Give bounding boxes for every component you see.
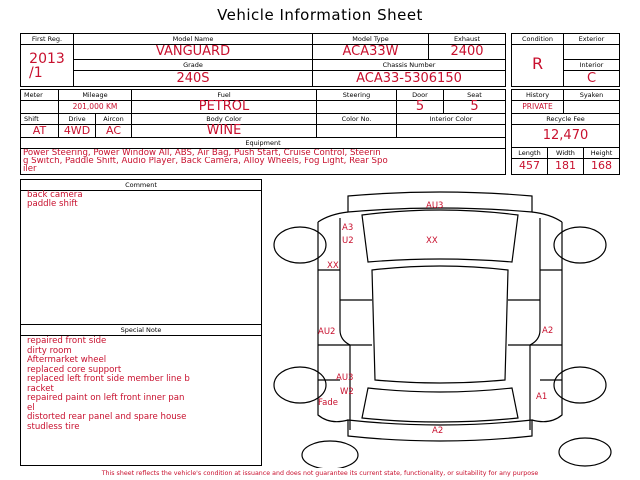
fuel-cell <box>131 89 317 114</box>
door-cell <box>396 89 444 114</box>
height-cell <box>583 147 620 175</box>
mark-au3-front: AU3 <box>426 201 444 211</box>
steering-cell <box>316 89 397 114</box>
recycle-fee-cell <box>511 113 620 148</box>
door-value: 5 <box>415 99 425 114</box>
mark-xx-left: XX <box>327 261 339 271</box>
mileage-label: Mileage <box>59 90 131 101</box>
exhaust-label: Exhaust <box>429 34 505 45</box>
chassis-cell <box>312 59 506 87</box>
model-name-cell <box>73 33 313 60</box>
seat-label: Seat <box>444 90 505 101</box>
interior-value: C <box>586 71 597 86</box>
door-label: Door <box>397 90 443 101</box>
special-note-line: studless tire <box>27 421 80 432</box>
equipment-line-1: Power Steering, Power Window All, ABS, Air Bag, Push Start, Cruise Control, Steerin <box>23 149 381 158</box>
car-damage-diagram <box>264 190 638 468</box>
mileage-value: 201,000 KM <box>72 102 118 111</box>
spare-tire-left <box>302 441 358 468</box>
body-color-value: WINE <box>206 123 242 138</box>
mark-xx-hood: XX <box>426 236 438 246</box>
first-reg-year: 2013 <box>29 51 65 67</box>
grade-label: Grade <box>74 60 312 71</box>
body-color-label: Body Color <box>132 114 316 125</box>
mark-au2: AU2 <box>318 327 336 337</box>
mileage-cell <box>58 89 132 114</box>
mark-a1: A1 <box>536 392 548 402</box>
mark-w2: W2 <box>340 387 354 397</box>
steering-label: Steering <box>317 90 396 101</box>
history-value: PRIVATE <box>522 102 553 111</box>
exterior-label: Exterior <box>564 34 619 45</box>
special-note-line: el <box>27 402 35 413</box>
length-label: Length <box>512 148 547 159</box>
special-note-line: replaced left front side member line b <box>27 374 190 384</box>
chassis-label: Chassis Number <box>313 60 505 71</box>
special-note-line: repaired front side <box>27 336 107 346</box>
shift-label: Shift <box>21 114 58 125</box>
first-reg-label: First Reg. <box>21 34 73 45</box>
shift-cell <box>20 113 59 138</box>
exterior-cell <box>563 33 620 60</box>
condition-cell <box>511 33 564 87</box>
height-label: Height <box>584 148 619 159</box>
length-cell <box>511 147 548 175</box>
interior-cell <box>563 59 620 87</box>
syaken-label: Syaken <box>564 90 619 101</box>
comment-line-1: back camera <box>27 190 83 200</box>
drive-cell <box>58 113 96 138</box>
condition-value: R <box>531 54 544 73</box>
special-note-line: replaced core support <box>27 364 122 375</box>
mark-fade: Fade <box>318 398 338 408</box>
seat-cell <box>443 89 506 114</box>
grade-cell <box>73 59 313 87</box>
exhaust-cell <box>428 33 506 60</box>
aircon-label: Aircon <box>96 114 131 125</box>
mark-a3: A3 <box>342 223 354 233</box>
condition-label: Condition <box>512 34 563 45</box>
special-note-box <box>20 324 262 466</box>
comment-box <box>20 179 262 325</box>
recycle-fee-label: Recycle Fee <box>512 114 619 125</box>
special-note-label: Special Note <box>21 325 261 336</box>
first-reg-cell <box>20 33 74 87</box>
mark-a2-rear: A2 <box>432 426 444 436</box>
model-type-value: ACA33W <box>342 44 399 59</box>
shift-value: AT <box>32 124 47 137</box>
width-value: 181 <box>555 159 576 172</box>
seat-value: 5 <box>470 99 479 114</box>
history-label: History <box>512 90 563 101</box>
mark-u2: U2 <box>342 236 354 246</box>
color-no-cell <box>316 113 397 138</box>
equipment-cell <box>20 137 506 175</box>
special-note-line: distorted rear panel and spare house <box>27 412 187 422</box>
sheet-title: Vehicle Information Sheet <box>217 6 423 24</box>
special-note-line: repaired paint on left front inner pan <box>27 393 185 403</box>
meter-cell <box>20 89 59 114</box>
first-reg-month: /1 <box>29 65 43 81</box>
interior-color-label: Interior Color <box>397 114 505 125</box>
comment-label: Comment <box>21 180 261 191</box>
equipment-line-3: iler <box>23 165 37 174</box>
fuel-label: Fuel <box>132 90 316 101</box>
meter-label: Meter <box>21 90 58 101</box>
equipment-label: Equipment <box>21 138 505 149</box>
model-name-value: VANGUARD <box>155 44 231 59</box>
exhaust-value: 2400 <box>450 44 484 59</box>
history-cell <box>511 89 564 114</box>
length-value: 457 <box>519 159 540 172</box>
syaken-cell <box>563 89 620 114</box>
spare-tire-right <box>559 438 611 466</box>
special-note-line: dirty room <box>27 345 72 356</box>
height-value: 168 <box>591 159 612 172</box>
special-note-line: racket <box>27 383 54 394</box>
color-no-label: Color No. <box>317 114 396 125</box>
model-type-label: Model Type <box>313 34 428 45</box>
mark-au3-rear: AU3 <box>336 373 354 383</box>
drive-value: 4WD <box>63 124 91 137</box>
special-note-line: Aftermarket wheel <box>27 355 107 365</box>
interior-color-cell <box>396 113 506 138</box>
fuel-value: PETROL <box>198 99 250 114</box>
chassis-value: ACA33-5306150 <box>356 71 462 86</box>
interior-label: Interior <box>564 60 619 71</box>
drive-label: Drive <box>59 114 95 125</box>
aircon-cell <box>95 113 132 138</box>
width-label: Width <box>548 148 583 159</box>
disclaimer-footer: This sheet reflects the vehicle's condition at issuance and does not guarantee its current state, functionality, or suitability for any purpose <box>101 470 539 477</box>
equipment-line-2: g Switch, Paddle Shift, Audio Player, Back Camera, Alloy Wheels, Fog Light, Rear Spo <box>23 157 388 166</box>
grade-value: 240S <box>176 71 210 86</box>
model-name-label: Model Name <box>74 34 312 45</box>
width-cell <box>547 147 584 175</box>
mark-a2-right: A2 <box>542 326 554 336</box>
aircon-value: AC <box>105 124 121 137</box>
model-type-cell <box>312 33 429 60</box>
comment-line-2: paddle shift <box>27 199 78 209</box>
recycle-fee-value: 12,470 <box>542 128 589 143</box>
body-color-cell <box>131 113 317 138</box>
